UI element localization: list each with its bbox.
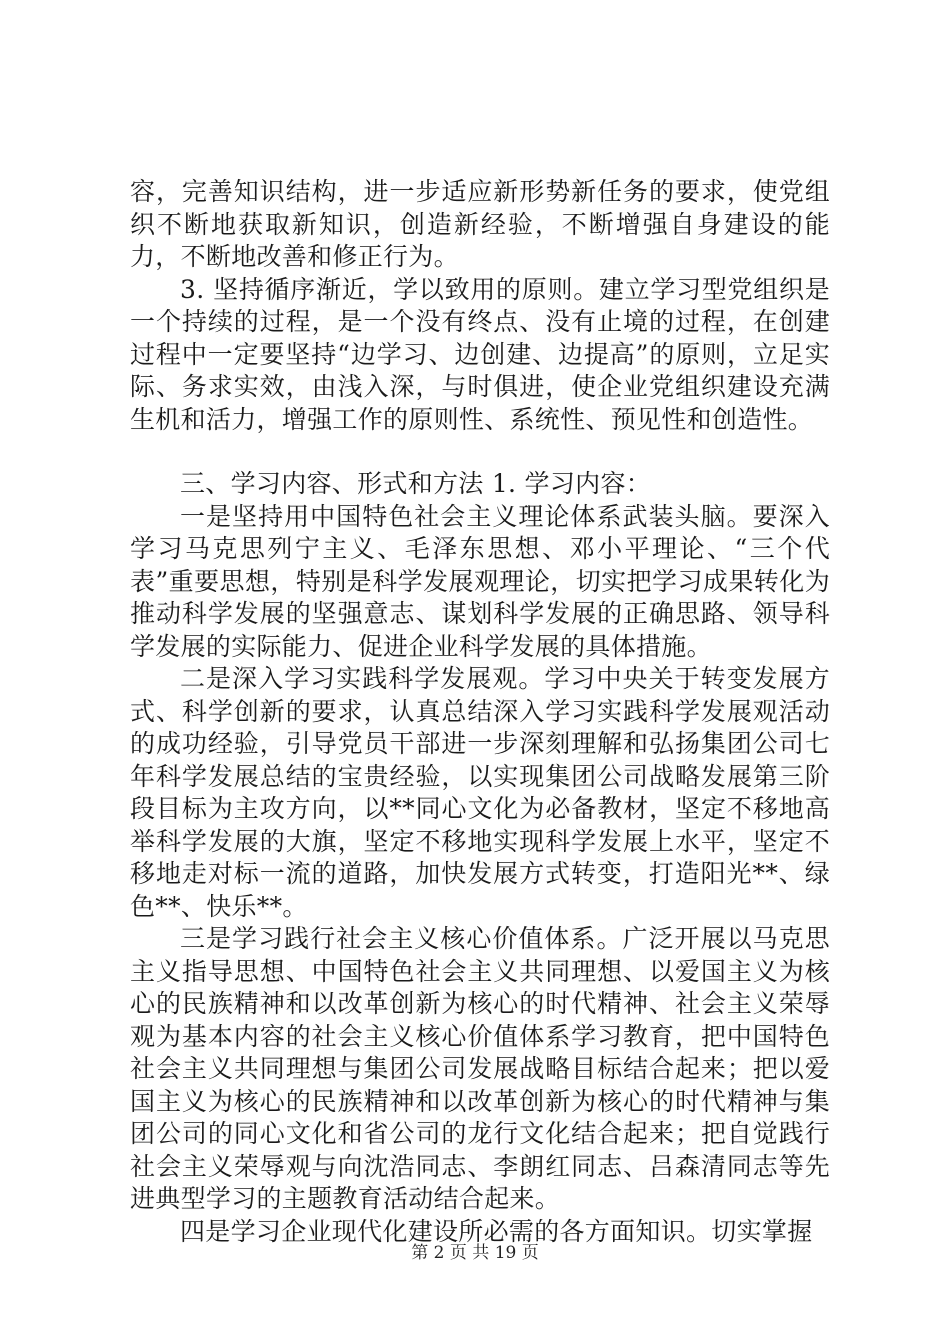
document-body <box>130 176 830 1248</box>
paragraph-item-4: 四是学习企业现代化建设所必需的各方面知识。切实掌握 <box>180 1216 813 1246</box>
paragraph-item-2: 二是深入学习实践科学发展观。学习中央关于转变发展方式、科学创新的要求，认真总结深入学习实践科学发展观活动的成功经验，引导党员干部进一步深刻理解和弘扬集团公司七年科学发展总结的宝贵经验，以实现集团公司战略发展第三阶段目标为主攻方向，以**同心文化为必备教材，坚定不移地高举科学发展的大旗，坚定不移地实现科学发展上水平，坚定不移地走对标一流的道路，加快发展方式转变，打造阳光**、绿色**、快乐**。 <box>130 664 830 921</box>
paragraph-principle-3: 3. 坚持循序渐近，学以致用的原则。建立学习型党组织是一个持续的过程，是一个没有终点、没有止境的过程，在创建过程中一定要坚持“边学习、边创建、边提高”的原则，立足实际、务求实效，由浅入深，与时俱进，使企业党组织建设充满生机和活力，增强工作的原则性、系统性、预见性和创造性。 <box>130 274 830 434</box>
page-footer: 第 2 页 共 19 页 <box>411 1243 539 1263</box>
section-heading-3: 三、学习内容、形式和方法 1. 学习内容： <box>180 469 652 498</box>
paragraph-continuation: 容，完善知识结构，进一步适应新形势新任务的要求，使党组织不断地获取新知识，创造新经验，不断增强自身建设的能力，不断地改善和修正行为。 <box>130 177 830 271</box>
paragraph-item-1: 一是坚持用中国特色社会主义理论体系武装头脑。要深入学习马克思列宁主义、毛泽东思想、邓小平理论、“三个代表”重要思想，特别是科学发展观理论，切实把学习成果转化为推动科学发展的坚强意志、谋划科学发展的正确思路、领导科学发展的实际能力、促进企业科学发展的具体措施。 <box>130 501 830 661</box>
paragraph-item-3: 三是学习践行社会主义核心价值体系。广泛开展以马克思主义指导思想、中国特色社会主义共同理想、以爱国主义为核心的民族精神和以改革创新为核心的时代精神、社会主义荣辱观为基本内容的社会主义核心价值体系学习教育，把中国特色社会主义共同理想与集团公司发展战略目标结合起来；把以爱国主义为核心的民族精神和以改革创新为核心的时代精神与集团公司的同心文化和省公司的龙行文化结合起来；把自觉践行社会主义荣辱观与向沈浩同志、李朗红同志、吕森清同志等先进典型学习的主题教育活动结合起来。 <box>130 924 830 1213</box>
